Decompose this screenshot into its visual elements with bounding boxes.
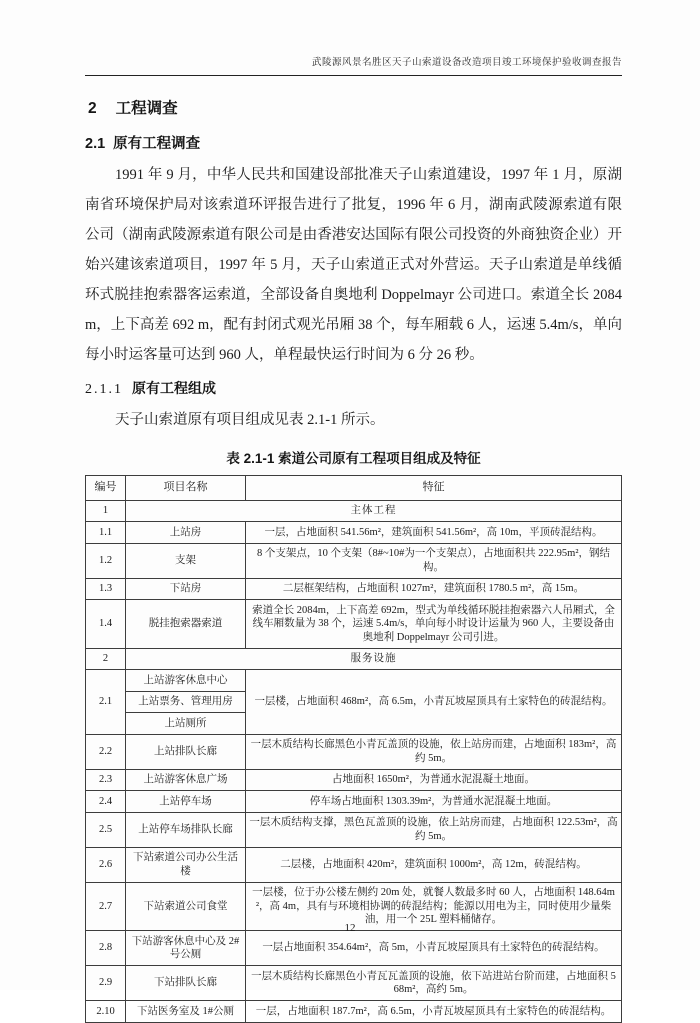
row-id-cell: 1.2	[86, 543, 126, 578]
table-row	[86, 500, 622, 522]
table-row	[86, 522, 622, 544]
row-id-cell: 2.9	[86, 966, 126, 1001]
project-name-cell: 下站排队长廊	[126, 966, 246, 1001]
table-header-row	[86, 476, 622, 501]
group-title-cell: 服务设施	[126, 648, 622, 670]
table-row	[86, 1001, 622, 1023]
table-reference-paragraph: 天子山索道原有项目组成见表 2.1-1 所示。	[115, 412, 385, 428]
feature-cell: 二层框架结构，占地面积 1027m²，建筑面积 1780.5 m²，高 15m。	[246, 578, 622, 600]
table-row	[86, 966, 622, 1001]
project-name-cell: 下站医务室及 1#公厕	[126, 1001, 246, 1023]
intro-paragraph: 1991 年 9 月，中华人民共和国建设部批准天子山索道建设，1997 年 1 月，原湖南省环境保护局对该索道环评报告进行了批复，1996 年 6 月，湖南武陵源索道有限公司（湖南武陵源索道有限公司是由香港安达国际有限公司投资的外商独资企业）开始兴建该索道项目，1997 年 5 月，天子山索道正式对外营运。天子山索道是单线循环式脱挂抱索器客运索道，全部设备自奥地利 Doppelmayr 公司进口。索道全长 2084 m，上下高差 692 m，配有封闭式观光吊厢 38 个，每车厢载 6 人，运速 5.4m/s，单向每小时运客量可达到 960 人，单程最快运行时间为 6 分 26 秒。	[85, 167, 622, 363]
column-header-name: 项目名称	[126, 476, 246, 501]
chapter-title: 工程调查	[115, 100, 178, 117]
row-id-cell: 2.7	[86, 882, 126, 931]
chapter-heading	[88, 96, 622, 118]
table-row	[86, 600, 622, 649]
feature-cell: 一层楼，占地面积 468m²，高 6.5m，小青瓦坡屋顶具有土家特色的砖混结构。	[246, 670, 622, 735]
row-id-cell: 2.6	[86, 847, 126, 882]
table-caption: 表 2.1-1 索道公司原有工程项目组成及特征	[226, 451, 481, 466]
table-row	[86, 812, 622, 847]
project-composition-table	[85, 475, 622, 1023]
row-id-cell: 2.4	[86, 791, 126, 813]
table-row	[86, 931, 622, 966]
project-name-cell: 上站票务、管理用房	[126, 691, 246, 713]
table-row	[86, 670, 622, 692]
subsection-title: 原有工程组成	[132, 380, 216, 396]
row-id-cell: 2.3	[86, 769, 126, 791]
table-row	[86, 769, 622, 791]
project-name-cell: 下站游客休息中心及 2#号公厕	[126, 931, 246, 966]
table-row	[86, 734, 622, 769]
project-name-cell: 脱挂抱索器索道	[126, 600, 246, 649]
section-heading	[85, 132, 622, 153]
running-header-title: 武陵源风景名胜区天子山索道设备改造项目竣工环境保护验收调查报告	[311, 58, 622, 68]
row-id-cell: 1.3	[86, 578, 126, 600]
project-name-cell: 下站索道公司食堂	[126, 882, 246, 931]
page-number: 12	[344, 922, 356, 934]
chapter-number: 2	[88, 100, 97, 117]
section-title: 原有工程调查	[113, 136, 201, 152]
table-row	[86, 847, 622, 882]
row-id-cell: 1.1	[86, 522, 126, 544]
project-name-cell: 上站排队长廊	[126, 734, 246, 769]
feature-cell: 一层占地面积 354.64m²，高 5m，小青瓦坡屋顶具有土家特色的砖混结构。	[246, 931, 622, 966]
feature-cell: 8 个支架点，10 个支架（8#~10#为一个支架点），占地面积共 222.95m²，钢结构。	[246, 543, 622, 578]
feature-cell: 一层楼，位于办公楼左侧约 20m 处，就餐人数最多时 60 人，占地面积 148.64m²，高 4m，具有与环境相协调的砖混结构；能源以用电为主，同时使用少量柴油，用一个 25L 塑料桶储存。	[246, 882, 622, 931]
row-id-cell: 2.2	[86, 734, 126, 769]
project-name-cell: 上站厕所	[126, 713, 246, 735]
running-header	[85, 54, 622, 76]
project-name-cell: 上站房	[126, 522, 246, 544]
column-header-id: 编号	[86, 476, 126, 501]
subsection-heading	[85, 378, 622, 398]
row-id-cell: 1.4	[86, 600, 126, 649]
feature-cell: 一层，占地面积 541.56m²，建筑面积 541.56m²，高 10m，平顶砖混结构。	[246, 522, 622, 544]
row-id-cell: 2.1	[86, 670, 126, 735]
feature-cell: 一层木质结构长廊黑色小青瓦盖顶的设施，依上站房而建，占地面积 183m²，高约 5m。	[246, 734, 622, 769]
feature-cell: 一层木质结构支撑，黑色瓦盖顶的设施，依上站房而建，占地面积 122.53m²，高约 5m。	[246, 812, 622, 847]
row-id-cell: 2.10	[86, 1001, 126, 1023]
feature-cell: 一层，占地面积 187.7m²，高 6.5m，小青瓦坡屋顶具有土家特色的砖混结构。	[246, 1001, 622, 1023]
table-row	[86, 578, 622, 600]
project-name-cell: 下站房	[126, 578, 246, 600]
project-name-cell: 上站游客休息广场	[126, 769, 246, 791]
project-name-cell: 支架	[126, 543, 246, 578]
subsection-number: 2.1.1	[85, 382, 123, 397]
table-row	[86, 543, 622, 578]
feature-cell: 一层木质结构长廊黑色小青瓦瓦盖顶的设施，依下站进站台阶而建，占地面积 568m²，高约 5m。	[246, 966, 622, 1001]
feature-cell: 二层楼，占地面积 420m²，建筑面积 1000m²，高 12m，砖混结构。	[246, 847, 622, 882]
feature-cell: 占地面积 1650m²，为普通水泥混凝土地面。	[246, 769, 622, 791]
row-id-cell: 2.8	[86, 931, 126, 966]
row-id-cell: 2.5	[86, 812, 126, 847]
feature-cell: 索道全长 2084m，上下高差 692m，型式为单线循环脱挂抱索器六人吊厢式，全线车厢数量为 38 个，运速 5.4m/s，单向每小时设计运量为 960 人，主要设备由奥地利 Doppelmayr 公司引进。	[246, 600, 622, 649]
row-id-cell: 2	[86, 648, 126, 670]
table-row	[86, 648, 622, 670]
project-name-cell: 上站游客休息中心	[126, 670, 246, 692]
project-name-cell: 下站索道公司办公生活楼	[126, 847, 246, 882]
feature-cell: 停车场占地面积 1303.39m²，为普通水泥混凝土地面。	[246, 791, 622, 813]
table-row	[86, 791, 622, 813]
section-number: 2.1	[85, 136, 106, 152]
project-name-cell: 上站停车场排队长廊	[126, 812, 246, 847]
project-name-cell: 上站停车场	[126, 791, 246, 813]
group-title-cell: 主体工程	[126, 500, 622, 522]
row-id-cell: 1	[86, 500, 126, 522]
column-header-feature: 特征	[246, 476, 622, 501]
